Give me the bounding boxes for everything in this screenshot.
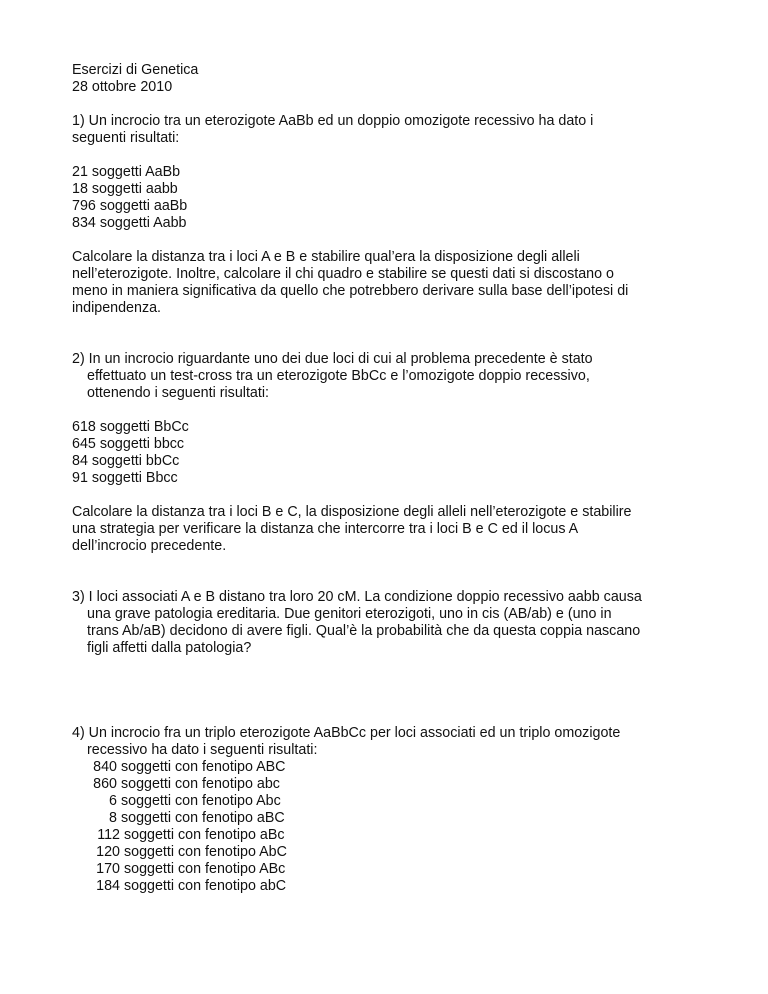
- exercise-1-result: 834 soggetti Aabb: [72, 215, 187, 231]
- exercise-2-result: 84 soggetti bbCc: [72, 453, 180, 469]
- exercise-4-result: 120 soggetti con fenotipo AbC: [96, 844, 287, 860]
- document-page: [72, 62, 712, 895]
- exercise-1-question: nell’eterozigote. Inoltre, calcolare il chi quadro e stabilire se questi dati si discostano o: [72, 266, 614, 282]
- exercise-4-results: [72, 759, 712, 895]
- exercise-4-result: 170 soggetti con fenotipo ABc: [96, 861, 286, 877]
- exercise-4-intro: 4) Un incrocio fra un triplo eterozigote AaBbCc per loci associati ed un triplo omozigote: [72, 725, 621, 741]
- exercise-3: [72, 589, 712, 657]
- exercise-2-result: 645 soggetti bbcc: [72, 436, 185, 452]
- exercise-1: [72, 113, 712, 317]
- exercise-2-question: Calcolare la distanza tra i loci B e C, la disposizione degli alleli nell’eterozigote e stabilire: [72, 504, 632, 520]
- document-title: Esercizi di Genetica: [72, 62, 199, 78]
- exercise-3-text: figli affetti dalla patologia?: [87, 640, 252, 656]
- exercise-4: [72, 725, 712, 895]
- exercise-1-question: indipendenza.: [72, 300, 162, 316]
- exercise-3-text: trans Ab/aB) decidono di avere figli. Qual’è la probabilità che da questa coppia nascano: [87, 623, 641, 639]
- exercise-4-result: 112 soggetti con fenotipo aBc: [97, 827, 285, 843]
- exercise-1-intro: seguenti risultati:: [72, 130, 180, 146]
- exercise-1-result: 21 soggetti AaBb: [72, 164, 181, 180]
- exercise-2-intro: ottenendo i seguenti risultati:: [87, 385, 270, 401]
- exercise-4-result: 6 soggetti con fenotipo Abc: [109, 793, 281, 809]
- exercise-2-result: 91 soggetti Bbcc: [72, 470, 178, 486]
- exercise-3-text: 3) I loci associati A e B distano tra loro 20 cM. La condizione doppio recessivo aabb causa: [72, 589, 642, 605]
- document-date: 28 ottobre 2010: [72, 79, 173, 95]
- exercise-2: [72, 351, 712, 555]
- exercise-4-result: 840 soggetti con fenotipo ABC: [93, 759, 286, 775]
- exercise-1-result: 18 soggetti aabb: [72, 181, 178, 197]
- exercise-4-result: 184 soggetti con fenotipo abC: [96, 878, 287, 894]
- exercise-4-intro: recessivo ha dato i seguenti risultati:: [87, 742, 318, 758]
- exercise-1-result: 796 soggetti aaBb: [72, 198, 188, 214]
- exercise-3-text: una grave patologia ereditaria. Due genitori eterozigoti, uno in cis (AB/ab) e (uno in: [87, 606, 612, 622]
- exercise-2-result: 618 soggetti BbCc: [72, 419, 189, 435]
- exercise-1-intro: 1) Un incrocio tra un eterozigote AaBb ed un doppio omozigote recessivo ha dato i: [72, 113, 594, 129]
- exercise-2-intro: effettuato un test-cross tra un eterozigote BbCc e l’omozigote doppio recessivo,: [87, 368, 590, 384]
- exercise-4-result: 8 soggetti con fenotipo aBC: [109, 810, 285, 826]
- exercise-1-question: meno in maniera significativa da quello che potrebbero derivare sulla base dell’ipotesi di: [72, 283, 629, 299]
- exercise-2-question: dell’incrocio precedente.: [72, 538, 227, 554]
- exercise-1-question: Calcolare la distanza tra i loci A e B e stabilire qual’era la disposizione degli alleli: [72, 249, 580, 265]
- exercise-4-result: 860 soggetti con fenotipo abc: [93, 776, 280, 792]
- exercise-2-question: una strategia per verificare la distanza che intercorre tra i loci B e C ed il locus A: [72, 521, 579, 537]
- exercise-2-intro: 2) In un incrocio riguardante uno dei due loci di cui al problema precedente è stato: [72, 351, 593, 367]
